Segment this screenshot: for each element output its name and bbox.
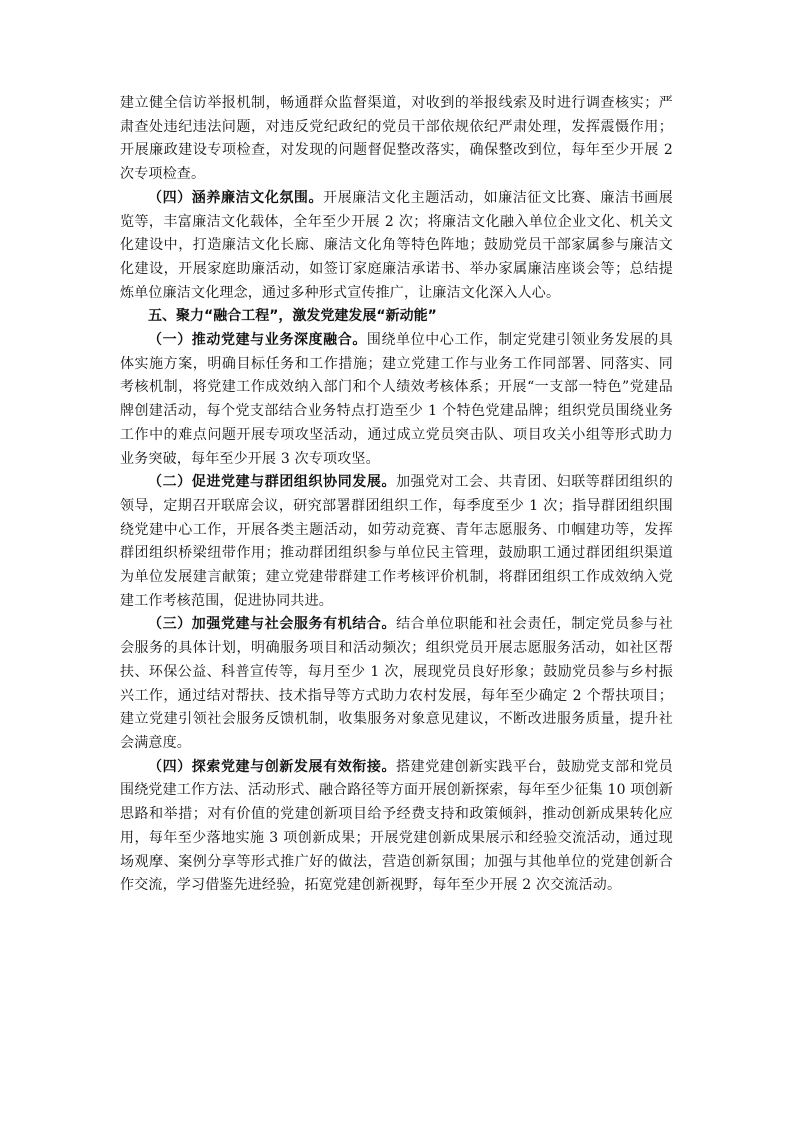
paragraph-business-integration [120,329,673,471]
paragraph-culture [120,187,673,306]
paragraph-innovation [120,756,673,898]
paragraph-continuation: 建立健全信访举报机制，畅通群众监督渠道，对收到的举报线索及时进行调查核实；严肃查处违纪违法问题，对违反党纪政纪的党员干部依规依纪严肃处理，发挥震慑作用；开展廉政建设专项检查，对发现的问题督促整改落实，确保整改到位，每年至少开展 2 次专项检查。 [120,95,673,183]
paragraph-lead: （二）促进党建与群团组织协同发展。 [148,474,397,491]
document-page [120,92,673,898]
paragraph-lead: （一）推动党建与业务深度融合。 [148,332,367,349]
paragraph-body: 围绕单位中心工作，制定党建引领业务发展的具体实施方案，明确目标任务和工作措施；建立党建工作与业务工作同部署、同落实、同考核机制，将党建工作成效纳入部门和个人绩效考核体系；开展“一支部一特色”党建品牌创建活动，每个党支部结合业务特点打造至少 1 个特色党建品牌；组织党员围绕业务工作中的难点问题开展专项攻坚活动，通过成立党员突击队、项目攻关小组等形式助力业务突破，每年至少开展 3 次专项攻坚。 [120,332,674,467]
paragraph-lead: （三）加强党建与社会服务有机结合。 [148,616,397,633]
paragraph-body: 加强党对工会、共青团、妇联等群团组织的领导，定期召开联席会议，研究部署群团组织工作，每季度至少 1 次；指导群团组织围绕党建中心工作，开展各类主题活动，如劳动竞赛、青年志愿服务、巾帼建功等，发挥群团组织桥梁纽带作用；推动群团组织参与单位民主管理，鼓励职工通过群团组织渠道为单位发展建言献策；建立党建带群建工作考核评价机制，将群团组织工作成效纳入党建工作考核范围，促进协同共进。 [120,474,673,609]
paragraph-lead: （四）探索党建与创新发展有效衔接。 [148,758,397,775]
paragraph-mass-organizations [120,471,673,613]
paragraph-body: 开展廉洁文化主题活动，如廉洁征文比赛、廉洁书画展览等，丰富廉洁文化载体，全年至少开展 2 次；将廉洁文化融入单位企业文化、机关文化建设中，打造廉洁文化长廊、廉洁文化角等特色阵地；鼓励党员干部家属参与廉洁文化建设，开展家庭助廉活动，如签订家庭廉洁承诺书、举办家属廉洁座谈会等；总结提炼单位廉洁文化理念，通过多种形式宣传推广，让廉洁文化深入人心。 [120,189,673,301]
paragraph-body: 结合单位职能和社会责任，制定党员参与社会服务的具体计划，明确服务项目和活动频次；组织党员开展志愿服务活动，如社区帮扶、环保公益、科普宣传等，每月至少 1 次，展现党员良好形象；鼓励党员参与乡村振兴工作，通过结对帮扶、技术指导等方式助力农村发展，每年至少确定 2 个帮扶项目；建立党建引领社会服务反馈机制，收集服务对象意见建议，不断改进服务质量，提升社会满意度。 [120,616,673,751]
paragraph-body: 搭建党建创新实践平台，鼓励党支部和党员围绕党建工作方法、活动形式、融合路径等方面开展创新探索，每年至少征集 10 项创新思路和举措；对有价值的党建创新项目给予经费支持和政策倾斜，推动创新成果转化应用，每年至少落地实施 3 项创新成果；开展党建创新成果展示和经验交流活动，通过现场观摩、案例分享等形式推广好的做法，营造创新氛围；加强与其他单位的党建创新合作交流，学习借鉴先进经验，拓宽党建创新视野，每年至少开展 2 次交流活动。 [120,758,673,894]
paragraph-social-service [120,613,673,755]
paragraph-lead: （四）涵养廉洁文化氛围。 [148,189,324,206]
section-heading: 五、聚力“融合工程”，激发党建发展“新动能” [148,308,437,325]
